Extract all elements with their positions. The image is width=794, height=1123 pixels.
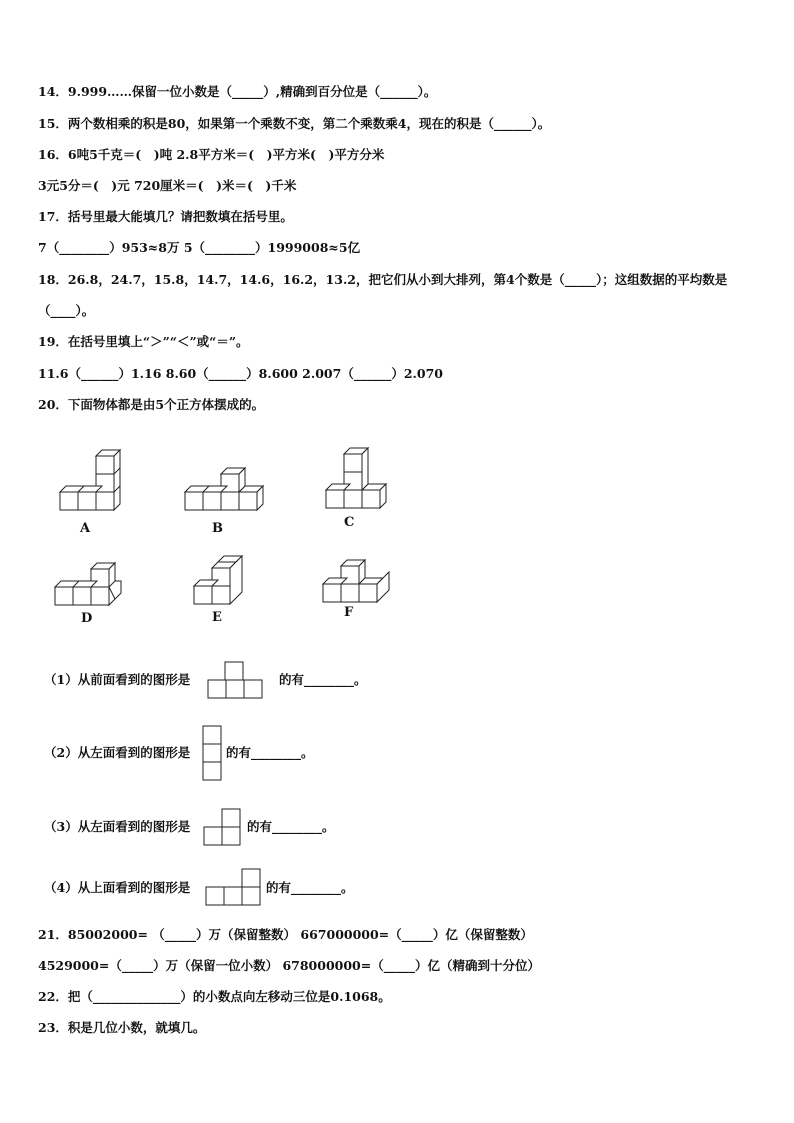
cube-figure-d	[55, 563, 127, 609]
sub-question-1-prefix: （1）从前面看到的图形是	[44, 672, 191, 687]
figure-label-b: B	[212, 521, 223, 536]
figure-label-f: F	[344, 605, 354, 620]
sub-question-3-suffix: 的有________。	[247, 819, 335, 834]
question-17-blanks: 7（________）953≈8万 5（________）1999008≈5亿	[38, 240, 361, 255]
top-view-shape	[205, 868, 263, 912]
question-21-line-1: 21．85002000= （_____）万（保留整数） 667000000=（_____）亿（保留整数）	[38, 927, 533, 942]
question-19-blanks: 11.6（______）1.16 8.60（______）8.600 2.007（______）2.070	[38, 366, 443, 381]
figure-label-e: E	[212, 610, 222, 625]
sub-question-4-suffix: 的有________。	[266, 880, 354, 895]
cube-figure-f	[323, 560, 391, 608]
question-22: 22．把（______________）的小数点向左移动三位是0.1068。	[38, 989, 391, 1004]
question-20: 20．下面物体都是由5个正方体摆成的。	[38, 397, 265, 412]
figure-label-a: A	[80, 521, 91, 536]
cube-figure-a	[60, 450, 132, 520]
cube-figure-e	[194, 556, 244, 608]
question-18-line-1: 18．26.8，24.7，15.8，14.7，14.6，16.2，13.2，把它们从小到大排列，第4个数是（_____）；这组数据的平均数是	[38, 272, 728, 287]
question-16-line-2: 3元5分＝( )元 720厘米＝( )米＝( )千米	[38, 178, 297, 193]
left-view-column-shape	[202, 725, 224, 785]
figure-label-d: D	[81, 611, 93, 626]
sub-question-2-prefix: （2）从左面看到的图形是	[44, 745, 191, 760]
sub-question-4-prefix: （4）从上面看到的图形是	[44, 880, 191, 895]
question-19: 19．在括号里填上“＞”“＜”或“＝”。	[38, 334, 249, 349]
question-21-line-2: 4529000=（_____）万（保留一位小数） 678000000=（_____）亿（精确到十分位）	[38, 958, 540, 973]
question-16-line-1: 16．6吨5千克＝( )吨 2.8平方米＝( )平方米( )平方分米	[38, 147, 385, 162]
figure-label-c: C	[344, 515, 355, 530]
question-18-line-2: （____）。	[38, 303, 95, 318]
sub-question-1-suffix: 的有________。	[279, 672, 367, 687]
question-15: 15．两个数相乘的积是80，如果第一个乘数不变，第二个乘数乘4，现在的积是（______）。	[38, 116, 551, 131]
question-14: 14．9.999……保留一位小数是（_____）,精确到百分位是（______）。	[38, 84, 437, 99]
question-23: 23．积是几位小数，就填几。	[38, 1020, 206, 1035]
left-view-l-shape	[203, 808, 243, 852]
sub-question-2-suffix: 的有________。	[226, 745, 314, 760]
cube-figure-b	[185, 468, 265, 518]
sub-question-3-prefix: （3）从左面看到的图形是	[44, 819, 191, 834]
question-17: 17．括号里最大能填几？请把数填在括号里。	[38, 209, 293, 224]
front-view-shape	[207, 661, 264, 703]
cube-figure-c	[326, 448, 390, 512]
